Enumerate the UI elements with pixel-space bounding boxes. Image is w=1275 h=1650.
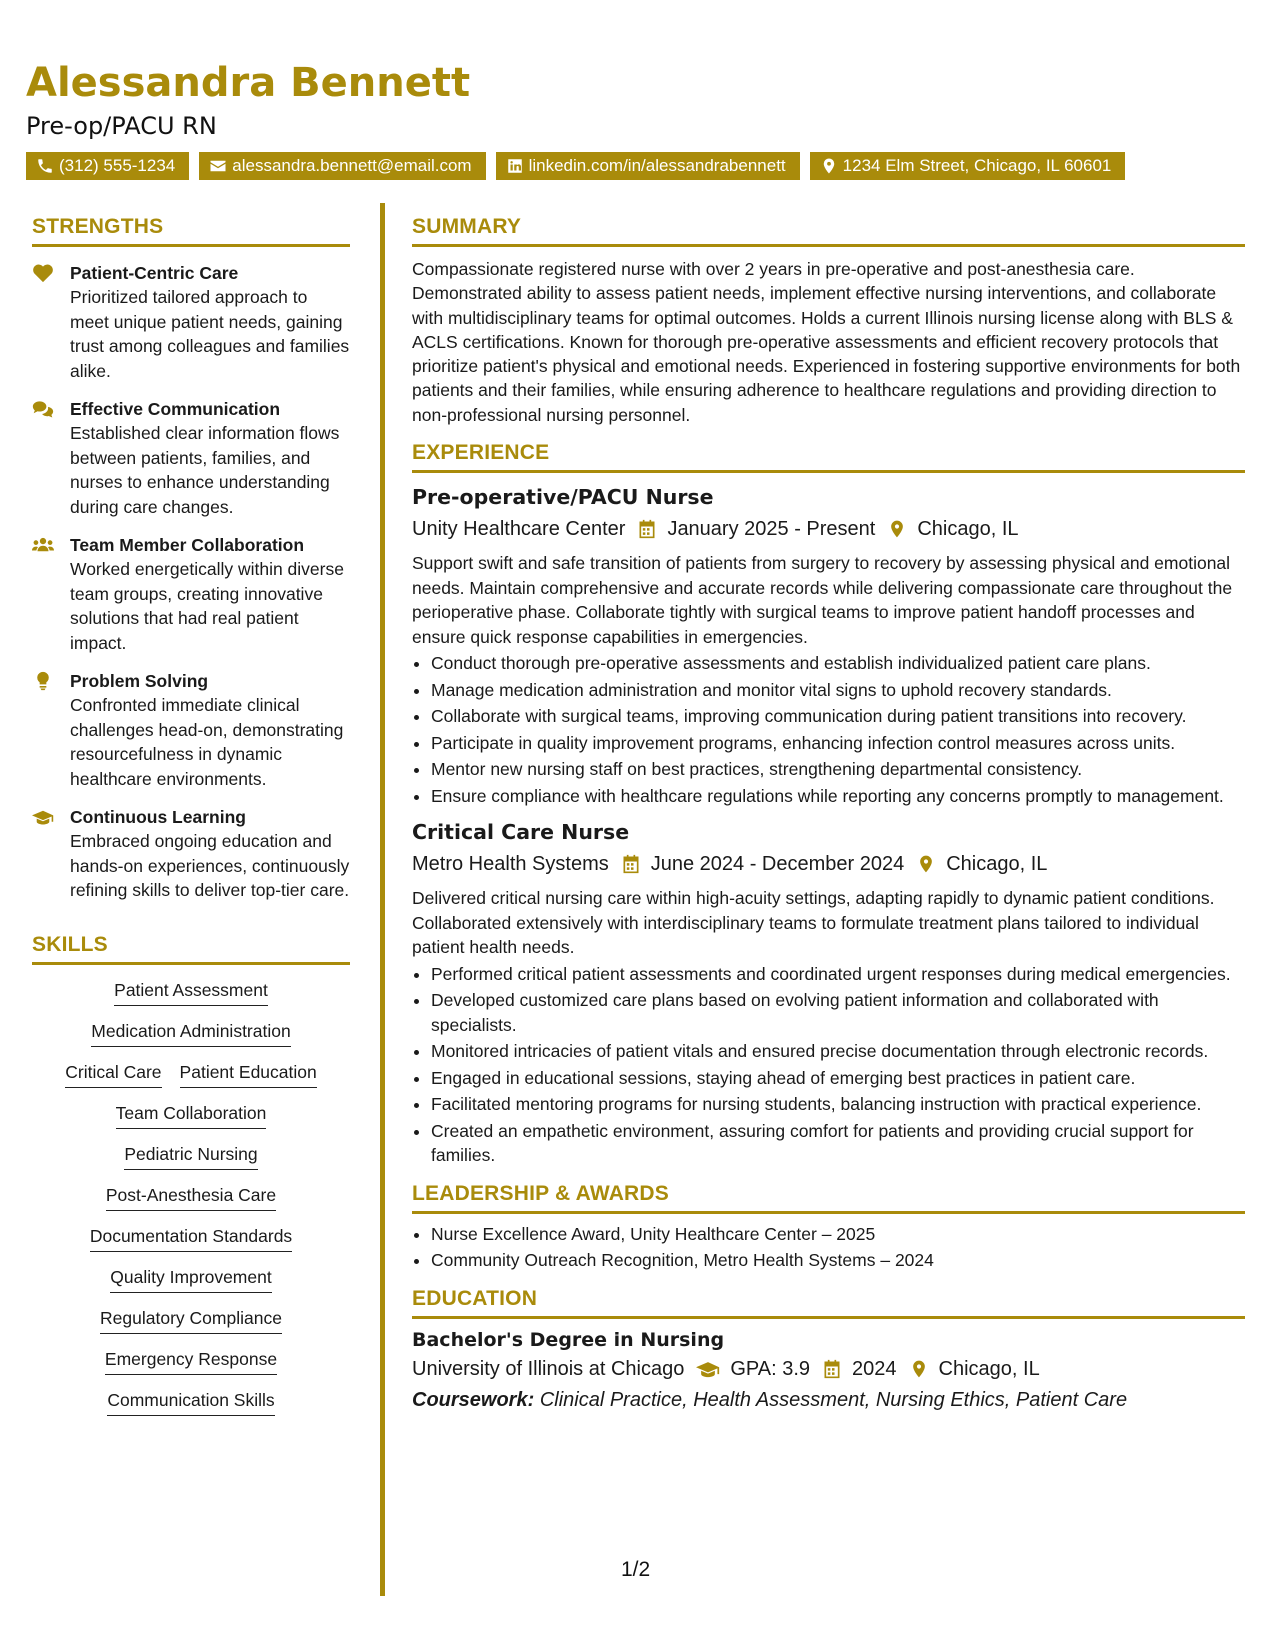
job-bullet: • Engaged in educational sessions, staying ahead of emerging best practices in patient care. [431, 1066, 1245, 1091]
graduation-year: 2024 [852, 1357, 897, 1380]
job-bullet: • Performed critical patient assessments and coordinated urgent responses during medical emergencies. [431, 962, 1245, 987]
skill-tag: Emergency Response [105, 1346, 277, 1375]
job-bullet: • Mentor new nursing staff on best practices, strengthening departmental consistency. [431, 757, 1245, 782]
strength-desc: Embraced ongoing education and hands-on experiences, continuously refining skills to deliver top-tier care. [70, 831, 350, 900]
job-bullet: • Facilitated mentoring programs for nursing students, balancing instruction with practical experience. [431, 1092, 1245, 1117]
strength-item [32, 261, 350, 383]
strength-title: Patient-Centric Care [70, 263, 239, 283]
email-text: alessandra.bennett@email.com [232, 156, 472, 175]
email-chip[interactable] [199, 152, 485, 180]
users-icon [32, 535, 54, 555]
job-bullet: • Conduct thorough pre-operative assessments and establish individualized patient care plans. [431, 651, 1245, 676]
candidate-name: Alessandra Bennett [26, 60, 471, 106]
job-bullet: • Monitored intricacies of patient vitals and ensured precise documentation through electronic records. [431, 1039, 1245, 1064]
address-chip [810, 152, 1126, 180]
job-bullet: • Collaborate with surgical teams, improving communication during patient transitions into recovery. [431, 704, 1245, 729]
skill-tag: Quality Improvement [110, 1264, 271, 1293]
map-marker-icon [909, 1359, 929, 1379]
job-company: Metro Health Systems [412, 853, 609, 876]
job-bullet: • Manage medication administration and monitor vital signs to uphold recovery standards. [431, 678, 1245, 703]
skill-tag: Post-Anesthesia Care [106, 1182, 276, 1211]
graduation-cap-icon [696, 1359, 720, 1379]
strength-item [32, 805, 350, 903]
lightbulb-icon [32, 671, 54, 691]
job-position: Critical Care Nurse [412, 820, 630, 845]
linkedin-text: linkedin.com/in/alessandrabennett [528, 156, 786, 175]
job-bullet: • Developed customized care plans based on evolving patient information and collaborated with specialists. [431, 988, 1245, 1037]
school-name: University of Illinois at Chicago [412, 1357, 685, 1380]
envelope-icon [209, 157, 227, 175]
skills-list [32, 977, 350, 1416]
summary-text: Compassionate registered nurse with over 2 years in pre-operative and post-anesthesia care. Demonstrated ability to assess patient needs, implement effective nursing interventions, and collaborate with multidisciplinary teams for optimal outcomes. Holds a current Illinois nursing license along with BLS & ACLS certifications. Known for thorough pre-operative assessments and efficient recovery protocols that prioritize patient's physical and emotional needs. Experienced in fostering supportive environments for both patients and their families, while ensuring adherence to healthcare regulations and providing direction to non-professional nursing personnel. [412, 259, 1241, 425]
strength-desc: Established clear information flows between patients, families, and nurses to enhance understanding during care changes. [70, 423, 340, 517]
skill-tag: Communication Skills [107, 1387, 274, 1416]
summary-heading: SUMMARY [412, 215, 1245, 247]
strengths-heading: STRENGTHS [32, 215, 350, 247]
job-bullet: • Ensure compliance with healthcare regulations while reporting any concerns promptly to management. [431, 784, 1245, 809]
job-bullets [412, 651, 1245, 808]
contact-bar [26, 152, 1125, 180]
calendar-icon [637, 519, 657, 539]
awards-list [412, 1222, 1245, 1273]
skill-tag: Medication Administration [91, 1018, 290, 1047]
skill-tag: Critical Care [65, 1059, 161, 1088]
coursework-list: Clinical Practice, Health Assessment, Nursing Ethics, Patient Care [539, 1388, 1128, 1411]
right-column [412, 215, 1245, 1412]
job-location: Chicago, IL [946, 853, 1048, 876]
job-bullet: • Created an empathetic environment, assuring comfort for patients and providing crucial support for families. [431, 1119, 1245, 1168]
coursework-label: Coursework: [412, 1388, 535, 1411]
job-company: Unity Healthcare Center [412, 518, 626, 541]
award-item: • Community Outreach Recognition, Metro Health Systems – 2024 [431, 1248, 1245, 1273]
strength-desc: Worked energetically within diverse team groups, creating innovative solutions that had real patient impact. [70, 559, 344, 653]
education-location: Chicago, IL [938, 1357, 1040, 1380]
skill-tag: Pediatric Nursing [124, 1141, 257, 1170]
job-description: Delivered critical nursing care within high-acuity settings, adapting rapidly to dynamic patient conditions. Collaborated extensively with interdisciplinary teams to formulate treatment plans tailored to individual patient health needs. [412, 888, 1215, 958]
skill-tag: Patient Education [180, 1059, 317, 1088]
education-heading: EDUCATION [412, 1287, 1245, 1319]
column-divider [380, 203, 385, 1596]
left-column [32, 215, 350, 1416]
heart-icon [32, 263, 54, 283]
job-description: Support swift and safe transition of patients from surgery to recovery by assessing physical and emotional needs. Maintain comprehensive and accurate records while delivering compassionate care throughout the perioperative phase. Collaborate tightly with surgical teams to improve patient handoff processes and ensure quick response capabilities in emergencies. [412, 553, 1233, 647]
awards-heading: LEADERSHIP & AWARDS [412, 1182, 1245, 1214]
linkedin-chip[interactable] [496, 152, 800, 180]
skill-tag: Documentation Standards [90, 1223, 292, 1252]
skill-tag: Patient Assessment [114, 977, 268, 1006]
address-text: 1234 Elm Street, Chicago, IL 60601 [842, 156, 1112, 175]
job-entry [412, 820, 1245, 1168]
skill-tag: Team Collaboration [116, 1100, 267, 1129]
strength-desc: Confronted immediate clinical challenges head-on, demonstrating resourcefulness in dynamic healthcare environments. [70, 695, 344, 789]
strength-item [32, 669, 350, 791]
strength-desc: Prioritized tailored approach to meet unique patient needs, gaining trust among colleagues and families alike. [70, 287, 350, 381]
map-marker-icon [916, 854, 936, 874]
strength-title: Team Member Collaboration [70, 535, 305, 555]
education-meta [412, 1355, 1245, 1383]
comments-icon [32, 399, 54, 419]
job-bullets [412, 962, 1245, 1168]
job-position: Pre-operative/PACU Nurse [412, 485, 714, 510]
strength-item [32, 533, 350, 655]
job-meta [412, 850, 1245, 878]
calendar-icon [822, 1359, 842, 1379]
job-location: Chicago, IL [917, 518, 1019, 541]
strength-title: Effective Communication [70, 399, 281, 419]
map-marker-icon [820, 157, 838, 175]
job-meta [412, 515, 1245, 543]
phone-text: (312) 555-1234 [59, 156, 176, 175]
skills-heading: SKILLS [32, 933, 350, 965]
job-entry [412, 485, 1245, 808]
skill-tag: Regulatory Compliance [100, 1305, 282, 1334]
job-bullet: • Participate in quality improvement programs, enhancing infection control measures across units. [431, 731, 1245, 756]
strength-title: Continuous Learning [70, 807, 246, 827]
calendar-icon [621, 854, 641, 874]
page-number: 1/2 [621, 1558, 651, 1581]
award-item: • Nurse Excellence Award, Unity Healthcare Center – 2025 [431, 1222, 1245, 1247]
strength-item [32, 397, 350, 519]
graduation-cap-icon [32, 807, 54, 827]
coursework [412, 1389, 1245, 1412]
job-title-header: Pre-op/PACU RN [26, 112, 217, 140]
strength-title: Problem Solving [70, 671, 209, 691]
job-dates: June 2024 - December 2024 [650, 853, 905, 876]
degree-title: Bachelor's Degree in Nursing [412, 1328, 725, 1351]
phone-icon [36, 157, 54, 175]
job-dates: January 2025 - Present [667, 518, 876, 541]
experience-heading: EXPERIENCE [412, 441, 1245, 473]
phone-chip[interactable] [26, 152, 189, 180]
gpa: GPA: 3.9 [730, 1357, 811, 1380]
linkedin-icon [506, 157, 524, 175]
map-marker-icon [887, 519, 907, 539]
